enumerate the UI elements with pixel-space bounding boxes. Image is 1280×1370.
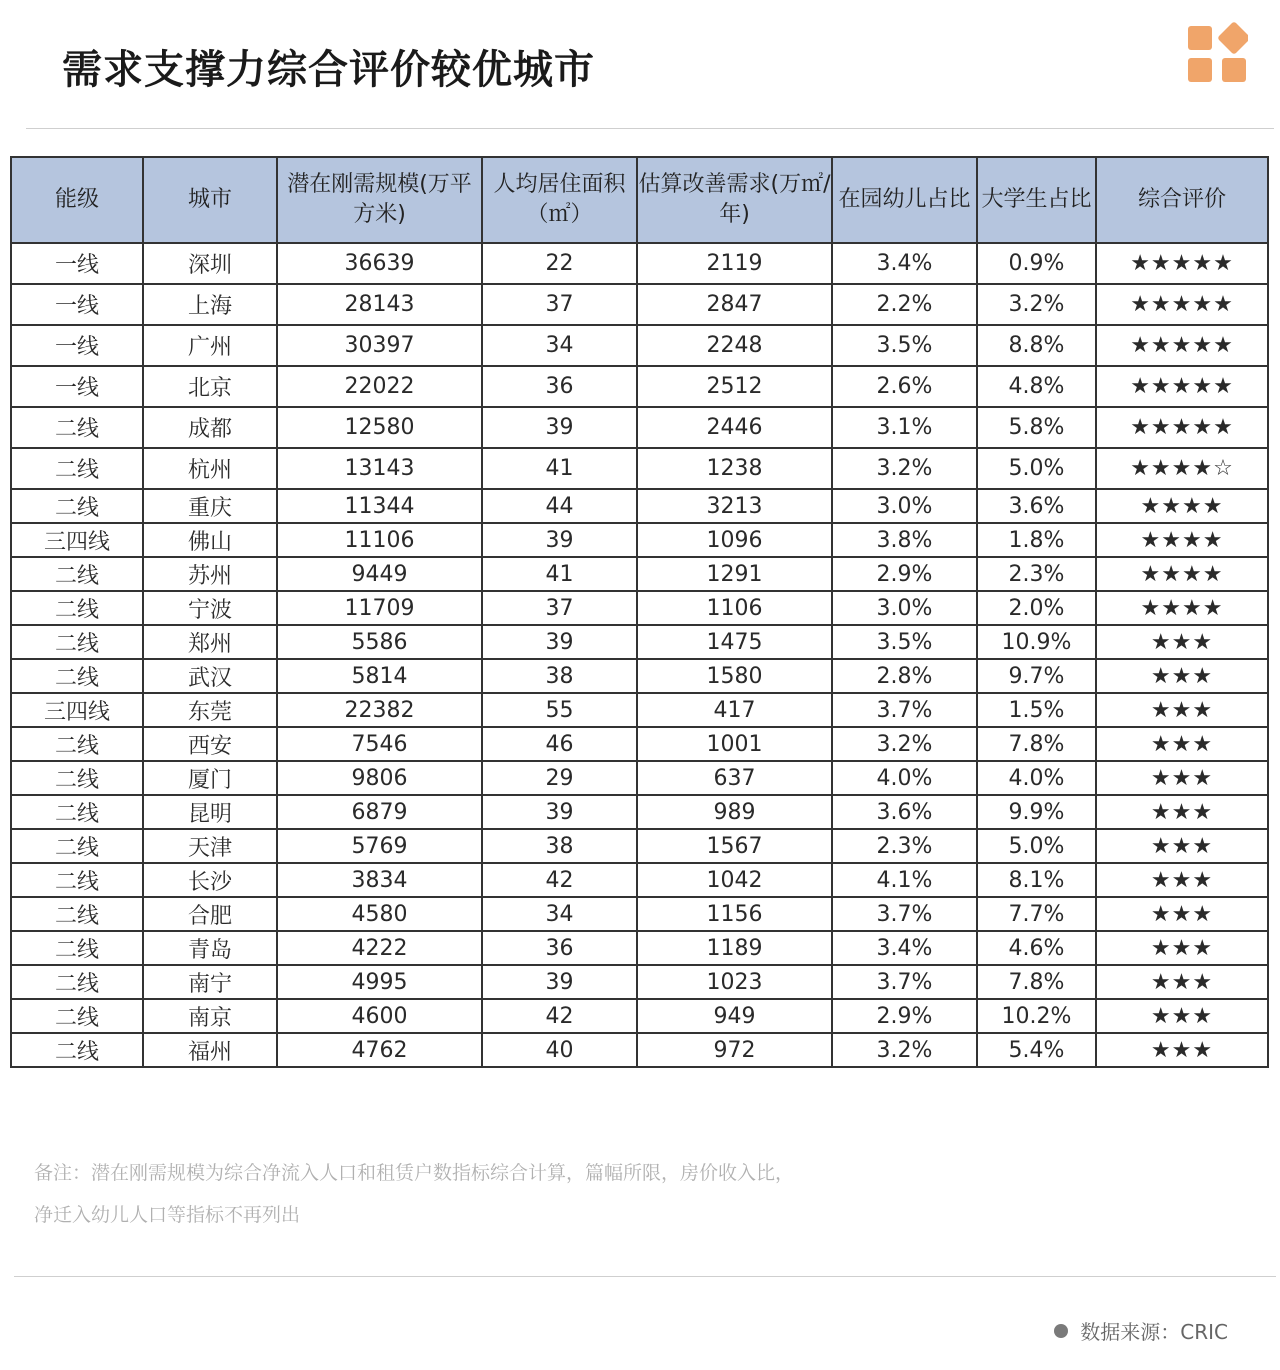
potential-demand-cell: 11106 — [277, 523, 482, 557]
student-ratio-cell: 8.8% — [977, 325, 1096, 366]
city-cell: 佛山 — [143, 523, 277, 557]
student-ratio-cell: 5.8% — [977, 407, 1096, 448]
kindergarten-ratio-cell: 2.9% — [832, 557, 977, 591]
table-row — [11, 897, 1268, 931]
area-per-capita-cell: 41 — [482, 557, 637, 591]
table-row — [11, 325, 1268, 366]
area-per-capita-cell: 41 — [482, 448, 637, 489]
improvement-demand-cell: 1291 — [637, 557, 832, 591]
city-cell: 广州 — [143, 325, 277, 366]
student-ratio-cell: 7.7% — [977, 897, 1096, 931]
table-row — [11, 591, 1268, 625]
rating-stars-cell: ★★★ — [1096, 795, 1268, 829]
area-per-capita-cell: 38 — [482, 829, 637, 863]
kindergarten-ratio-cell: 3.0% — [832, 489, 977, 523]
tier-cell: 二线 — [11, 1033, 143, 1067]
table-row — [11, 761, 1268, 795]
kindergarten-ratio-cell: 3.7% — [832, 965, 977, 999]
rating-stars-cell: ★★★ — [1096, 625, 1268, 659]
bullet-dot-icon — [1054, 1324, 1068, 1338]
improvement-demand-cell: 1023 — [637, 965, 832, 999]
student-ratio-cell: 2.3% — [977, 557, 1096, 591]
column-header: 能级 — [11, 157, 143, 243]
footnote — [34, 1152, 794, 1236]
table-row — [11, 407, 1268, 448]
kindergarten-ratio-cell: 4.0% — [832, 761, 977, 795]
rating-stars-cell: ★★★★ — [1096, 557, 1268, 591]
city-cell: 宁波 — [143, 591, 277, 625]
kindergarten-ratio-cell: 2.9% — [832, 999, 977, 1033]
rating-stars-cell: ★★★★★ — [1096, 407, 1268, 448]
tier-cell: 二线 — [11, 761, 143, 795]
potential-demand-cell: 9806 — [277, 761, 482, 795]
tier-cell: 一线 — [11, 243, 143, 284]
footnote-line-1: 备注：潜在刚需规模为综合净流入人口和租赁户数指标综合计算，篇幅所限，房价收入比， — [34, 1162, 795, 1184]
kindergarten-ratio-cell: 3.0% — [832, 591, 977, 625]
student-ratio-cell: 5.4% — [977, 1033, 1096, 1067]
rating-stars-cell: ★★★ — [1096, 863, 1268, 897]
tier-cell: 二线 — [11, 897, 143, 931]
column-header: 人均居住面积（㎡） — [482, 157, 637, 243]
student-ratio-cell: 10.2% — [977, 999, 1096, 1033]
tier-cell: 二线 — [11, 489, 143, 523]
potential-demand-cell: 3834 — [277, 863, 482, 897]
rating-stars-cell: ★★★ — [1096, 727, 1268, 761]
tier-cell: 二线 — [11, 965, 143, 999]
rating-stars-cell: ★★★ — [1096, 693, 1268, 727]
improvement-demand-cell: 1001 — [637, 727, 832, 761]
column-header: 潜在刚需规模(万平方米) — [277, 157, 482, 243]
city-cell: 东莞 — [143, 693, 277, 727]
data-source — [1054, 1316, 1228, 1345]
rating-stars-cell: ★★★ — [1096, 965, 1268, 999]
rating-stars-cell: ★★★ — [1096, 829, 1268, 863]
table-row — [11, 727, 1268, 761]
rating-stars-cell: ★★★★★ — [1096, 325, 1268, 366]
city-cell: 北京 — [143, 366, 277, 407]
improvement-demand-cell: 2248 — [637, 325, 832, 366]
kindergarten-ratio-cell: 3.6% — [832, 795, 977, 829]
potential-demand-cell: 11709 — [277, 591, 482, 625]
city-cell: 南京 — [143, 999, 277, 1033]
rating-stars-cell: ★★★ — [1096, 999, 1268, 1033]
area-per-capita-cell: 39 — [482, 625, 637, 659]
column-header: 综合评价 — [1096, 157, 1268, 243]
student-ratio-cell: 4.6% — [977, 931, 1096, 965]
kindergarten-ratio-cell: 2.8% — [832, 659, 977, 693]
area-per-capita-cell: 37 — [482, 284, 637, 325]
student-ratio-cell: 0.9% — [977, 243, 1096, 284]
four-squares-logo-icon — [1186, 22, 1248, 84]
improvement-demand-cell: 2512 — [637, 366, 832, 407]
improvement-demand-cell: 2446 — [637, 407, 832, 448]
table-row — [11, 659, 1268, 693]
rating-stars-cell: ★★★ — [1096, 1033, 1268, 1067]
city-cell: 郑州 — [143, 625, 277, 659]
improvement-demand-cell: 1156 — [637, 897, 832, 931]
improvement-demand-cell: 2119 — [637, 243, 832, 284]
table-row — [11, 557, 1268, 591]
city-cell: 合肥 — [143, 897, 277, 931]
improvement-demand-cell: 989 — [637, 795, 832, 829]
kindergarten-ratio-cell: 3.4% — [832, 243, 977, 284]
potential-demand-cell: 22382 — [277, 693, 482, 727]
tier-cell: 二线 — [11, 931, 143, 965]
improvement-demand-cell: 1580 — [637, 659, 832, 693]
city-cell: 成都 — [143, 407, 277, 448]
kindergarten-ratio-cell: 3.4% — [832, 931, 977, 965]
table-row — [11, 999, 1268, 1033]
city-cell: 天津 — [143, 829, 277, 863]
student-ratio-cell: 10.9% — [977, 625, 1096, 659]
kindergarten-ratio-cell: 3.7% — [832, 897, 977, 931]
kindergarten-ratio-cell: 2.2% — [832, 284, 977, 325]
area-per-capita-cell: 40 — [482, 1033, 637, 1067]
area-per-capita-cell: 39 — [482, 523, 637, 557]
column-header: 大学生占比 — [977, 157, 1096, 243]
rating-stars-cell: ★★★★ — [1096, 523, 1268, 557]
improvement-demand-cell: 1096 — [637, 523, 832, 557]
improvement-demand-cell: 1238 — [637, 448, 832, 489]
student-ratio-cell: 4.0% — [977, 761, 1096, 795]
rating-stars-cell: ★★★★ — [1096, 591, 1268, 625]
potential-demand-cell: 36639 — [277, 243, 482, 284]
table-row — [11, 284, 1268, 325]
table-row — [11, 795, 1268, 829]
improvement-demand-cell: 637 — [637, 761, 832, 795]
potential-demand-cell: 22022 — [277, 366, 482, 407]
table-row — [11, 931, 1268, 965]
area-per-capita-cell: 29 — [482, 761, 637, 795]
area-per-capita-cell: 39 — [482, 407, 637, 448]
area-per-capita-cell: 42 — [482, 999, 637, 1033]
rating-stars-cell: ★★★ — [1096, 761, 1268, 795]
city-cell: 南宁 — [143, 965, 277, 999]
student-ratio-cell: 9.9% — [977, 795, 1096, 829]
student-ratio-cell: 4.8% — [977, 366, 1096, 407]
top-divider — [26, 128, 1274, 129]
table-row — [11, 448, 1268, 489]
student-ratio-cell: 1.8% — [977, 523, 1096, 557]
tier-cell: 二线 — [11, 448, 143, 489]
city-cell: 杭州 — [143, 448, 277, 489]
student-ratio-cell: 5.0% — [977, 448, 1096, 489]
bottom-divider — [14, 1276, 1276, 1277]
student-ratio-cell: 7.8% — [977, 727, 1096, 761]
tier-cell: 二线 — [11, 557, 143, 591]
improvement-demand-cell: 3213 — [637, 489, 832, 523]
kindergarten-ratio-cell: 3.2% — [832, 727, 977, 761]
tier-cell: 二线 — [11, 659, 143, 693]
kindergarten-ratio-cell: 3.5% — [832, 325, 977, 366]
tier-cell: 二线 — [11, 407, 143, 448]
table-row — [11, 366, 1268, 407]
city-cell: 苏州 — [143, 557, 277, 591]
area-per-capita-cell: 34 — [482, 325, 637, 366]
improvement-demand-cell: 1189 — [637, 931, 832, 965]
tier-cell: 三四线 — [11, 523, 143, 557]
kindergarten-ratio-cell: 3.2% — [832, 448, 977, 489]
area-per-capita-cell: 39 — [482, 965, 637, 999]
improvement-demand-cell: 1567 — [637, 829, 832, 863]
potential-demand-cell: 4580 — [277, 897, 482, 931]
potential-demand-cell: 4600 — [277, 999, 482, 1033]
column-header: 估算改善需求(万㎡/年) — [637, 157, 832, 243]
city-cell: 上海 — [143, 284, 277, 325]
tier-cell: 一线 — [11, 284, 143, 325]
rating-stars-cell: ★★★★★ — [1096, 366, 1268, 407]
tier-cell: 二线 — [11, 999, 143, 1033]
tier-cell: 二线 — [11, 625, 143, 659]
tier-cell: 二线 — [11, 863, 143, 897]
kindergarten-ratio-cell: 3.1% — [832, 407, 977, 448]
city-cell: 厦门 — [143, 761, 277, 795]
column-header: 在园幼儿占比 — [832, 157, 977, 243]
area-per-capita-cell: 37 — [482, 591, 637, 625]
area-per-capita-cell: 36 — [482, 931, 637, 965]
table-row — [11, 1033, 1268, 1067]
potential-demand-cell: 4995 — [277, 965, 482, 999]
city-cell: 武汉 — [143, 659, 277, 693]
potential-demand-cell: 7546 — [277, 727, 482, 761]
rating-stars-cell: ★★★★☆ — [1096, 448, 1268, 489]
tier-cell: 一线 — [11, 366, 143, 407]
rating-stars-cell: ★★★★★ — [1096, 284, 1268, 325]
kindergarten-ratio-cell: 3.7% — [832, 693, 977, 727]
page-title: 需求支撑力综合评价较优城市 — [62, 47, 595, 93]
potential-demand-cell: 6879 — [277, 795, 482, 829]
kindergarten-ratio-cell: 3.8% — [832, 523, 977, 557]
student-ratio-cell: 3.6% — [977, 489, 1096, 523]
data-source-label: 数据来源：CRIC — [1080, 1320, 1228, 1344]
tier-cell: 一线 — [11, 325, 143, 366]
city-cell: 青岛 — [143, 931, 277, 965]
area-per-capita-cell: 42 — [482, 863, 637, 897]
kindergarten-ratio-cell: 4.1% — [832, 863, 977, 897]
student-ratio-cell: 9.7% — [977, 659, 1096, 693]
table-row — [11, 965, 1268, 999]
table-row — [11, 829, 1268, 863]
tier-cell: 二线 — [11, 591, 143, 625]
ranking-table — [10, 156, 1269, 1068]
kindergarten-ratio-cell: 3.2% — [832, 1033, 977, 1067]
student-ratio-cell: 7.8% — [977, 965, 1096, 999]
kindergarten-ratio-cell: 2.3% — [832, 829, 977, 863]
improvement-demand-cell: 972 — [637, 1033, 832, 1067]
table-row — [11, 523, 1268, 557]
table-row — [11, 489, 1268, 523]
potential-demand-cell: 13143 — [277, 448, 482, 489]
improvement-demand-cell: 1475 — [637, 625, 832, 659]
table-row — [11, 863, 1268, 897]
improvement-demand-cell: 1106 — [637, 591, 832, 625]
footnote-line-2: 净迁入幼儿人口等指标不再列出 — [34, 1204, 301, 1226]
table-row — [11, 625, 1268, 659]
area-per-capita-cell: 55 — [482, 693, 637, 727]
potential-demand-cell: 4762 — [277, 1033, 482, 1067]
student-ratio-cell: 1.5% — [977, 693, 1096, 727]
rating-stars-cell: ★★★ — [1096, 931, 1268, 965]
improvement-demand-cell: 1042 — [637, 863, 832, 897]
potential-demand-cell: 12580 — [277, 407, 482, 448]
potential-demand-cell: 30397 — [277, 325, 482, 366]
table-row — [11, 243, 1268, 284]
tier-cell: 二线 — [11, 727, 143, 761]
city-cell: 长沙 — [143, 863, 277, 897]
potential-demand-cell: 11344 — [277, 489, 482, 523]
area-per-capita-cell: 44 — [482, 489, 637, 523]
area-per-capita-cell: 38 — [482, 659, 637, 693]
potential-demand-cell: 28143 — [277, 284, 482, 325]
student-ratio-cell: 2.0% — [977, 591, 1096, 625]
student-ratio-cell: 3.2% — [977, 284, 1096, 325]
city-cell: 昆明 — [143, 795, 277, 829]
potential-demand-cell: 5586 — [277, 625, 482, 659]
area-per-capita-cell: 36 — [482, 366, 637, 407]
area-per-capita-cell: 39 — [482, 795, 637, 829]
column-header: 城市 — [143, 157, 277, 243]
potential-demand-cell: 4222 — [277, 931, 482, 965]
student-ratio-cell: 5.0% — [977, 829, 1096, 863]
city-cell: 重庆 — [143, 489, 277, 523]
area-per-capita-cell: 46 — [482, 727, 637, 761]
improvement-demand-cell: 949 — [637, 999, 832, 1033]
city-cell: 深圳 — [143, 243, 277, 284]
table-header-row — [11, 157, 1268, 243]
area-per-capita-cell: 34 — [482, 897, 637, 931]
improvement-demand-cell: 417 — [637, 693, 832, 727]
rating-stars-cell: ★★★★★ — [1096, 243, 1268, 284]
tier-cell: 三四线 — [11, 693, 143, 727]
city-cell: 西安 — [143, 727, 277, 761]
potential-demand-cell: 5769 — [277, 829, 482, 863]
potential-demand-cell: 5814 — [277, 659, 482, 693]
area-per-capita-cell: 22 — [482, 243, 637, 284]
student-ratio-cell: 8.1% — [977, 863, 1096, 897]
rating-stars-cell: ★★★ — [1096, 897, 1268, 931]
rating-stars-cell: ★★★ — [1096, 659, 1268, 693]
tier-cell: 二线 — [11, 795, 143, 829]
potential-demand-cell: 9449 — [277, 557, 482, 591]
table-row — [11, 693, 1268, 727]
kindergarten-ratio-cell: 3.5% — [832, 625, 977, 659]
rating-stars-cell: ★★★★ — [1096, 489, 1268, 523]
kindergarten-ratio-cell: 2.6% — [832, 366, 977, 407]
improvement-demand-cell: 2847 — [637, 284, 832, 325]
city-cell: 福州 — [143, 1033, 277, 1067]
tier-cell: 二线 — [11, 829, 143, 863]
